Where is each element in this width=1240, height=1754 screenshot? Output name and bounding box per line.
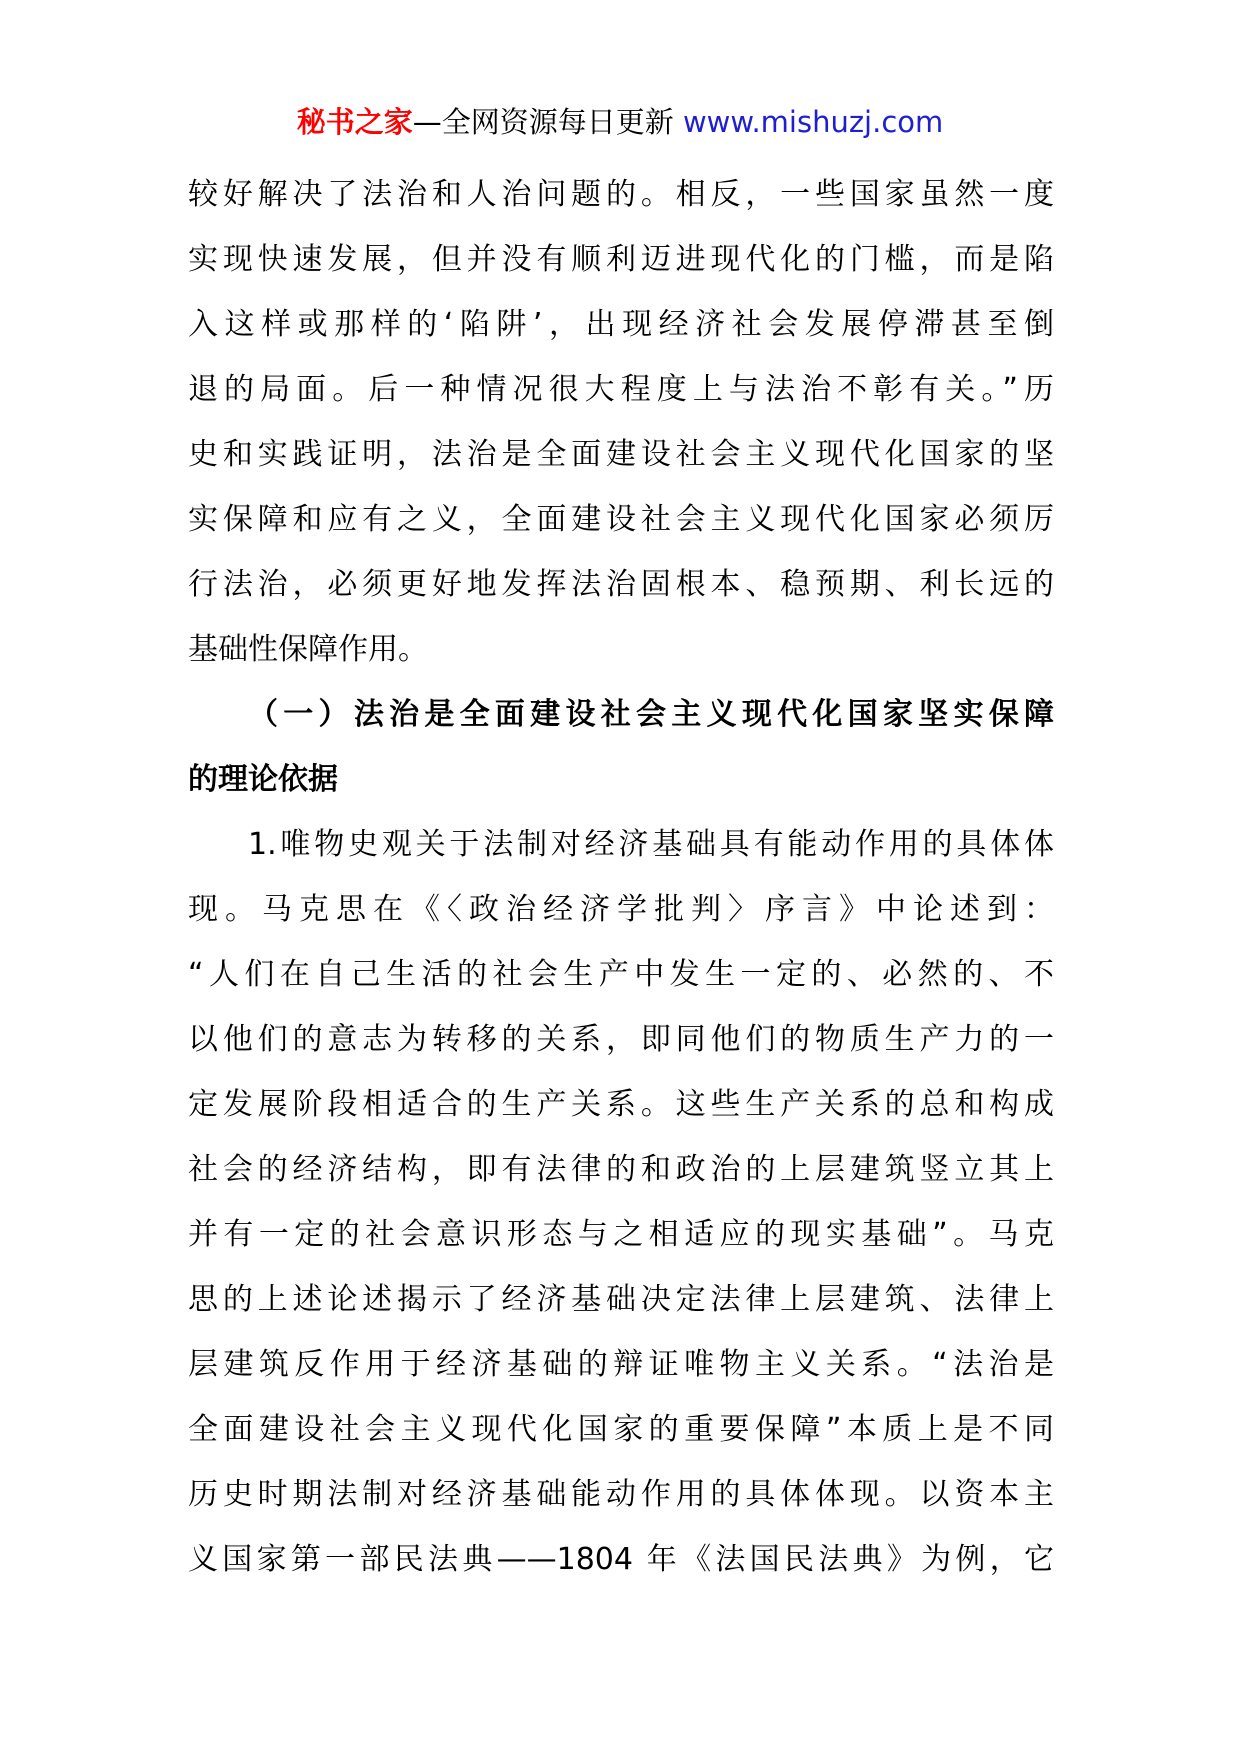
paragraph-line: 基础性保障作用。 <box>188 632 428 667</box>
paragraph-line: 社会的经济结构，即有法律的和政治的上层建筑竖立其上 <box>188 1152 1054 1187</box>
paragraph-line: 现。马克思在《〈政治经济学批判〉序言》中论述到： <box>188 892 1054 927</box>
paragraph-line: 定发展阶段相适合的生产关系。这些生产关系的总和构成 <box>188 1087 1054 1122</box>
header-slogan: —全网资源每日更新 <box>412 105 674 139</box>
paragraph-line: 史和实践证明，法治是全面建设社会主义现代化国家的坚 <box>188 437 1054 472</box>
paragraph-line: 较好解决了法治和人治问题的。相反，一些国家虽然一度 <box>188 177 1054 212</box>
header-brand: 秘书之家 <box>296 105 413 139</box>
paragraph-line: 全面建设社会主义现代化国家的重要保障”本质上是不同 <box>188 1412 1054 1447</box>
header-url-link[interactable]: www.mishuzj.com <box>682 105 944 139</box>
paragraph-line: 层建筑反作用于经济基础的辩证唯物主义关系。“法治是 <box>188 1347 1054 1382</box>
paragraph-line: 1.唯物史观关于法制对经济基础具有能动作用的具体体 <box>248 827 1054 862</box>
section-heading-line: （一）法治是全面建设社会主义现代化国家坚实保障 <box>248 697 1054 732</box>
paragraph-line: 实现快速发展，但并没有顺利迈进现代化的门槛，而是陷 <box>188 242 1054 277</box>
paragraph-line: 退的局面。后一种情况很大程度上与法治不彰有关。”历 <box>188 372 1054 407</box>
paragraph-line: 入这样或那样的‘陷阱’，出现经济社会发展停滞甚至倒 <box>188 307 1054 342</box>
paragraph-line: 历史时期法制对经济基础能动作用的具体体现。以资本主 <box>188 1477 1054 1512</box>
paragraph-line: 思的上述论述揭示了经济基础决定法律上层建筑、法律上 <box>188 1282 1054 1317</box>
paragraph-line: “人们在自己生活的社会生产中发生一定的、必然的、不 <box>188 957 1054 992</box>
paragraph-line: 以他们的意志为转移的关系，即同他们的物质生产力的一 <box>188 1022 1054 1057</box>
body-text <box>188 162 1054 1592</box>
section-heading-line: 的理论依据 <box>188 762 338 797</box>
paragraph-line: 行法治，必须更好地发挥法治固根本、稳预期、利长远的 <box>188 567 1054 602</box>
paragraph-line: 义国家第一部民法典——1804 年《法国民法典》为例，它 <box>188 1542 1054 1577</box>
page-header <box>0 102 1240 142</box>
paragraph-line: 并有一定的社会意识形态与之相适应的现实基础”。马克 <box>188 1217 1054 1252</box>
paragraph-line: 实保障和应有之义，全面建设社会主义现代化国家必须厉 <box>188 502 1054 537</box>
